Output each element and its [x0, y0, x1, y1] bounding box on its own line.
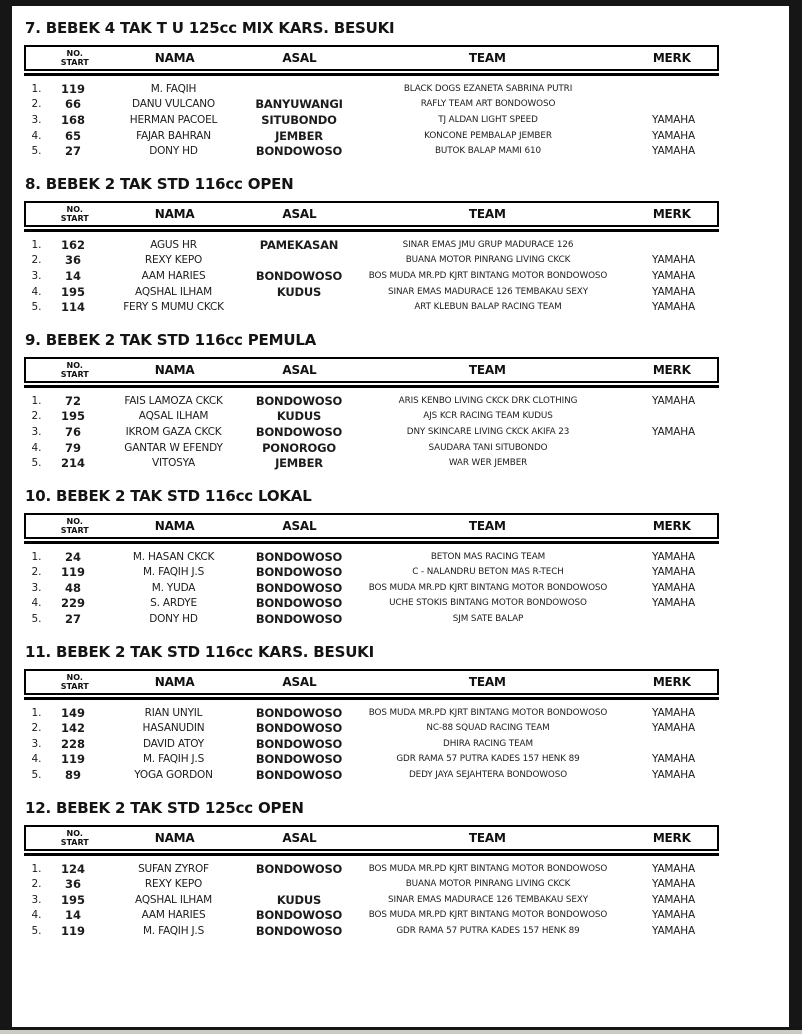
cell-team: BOS MUDA MR.PD KJRT BINTANG MOTOR BONDOWOSO [368, 582, 608, 593]
cell-start-number: 36 [64, 253, 81, 268]
table-row [24, 565, 719, 581]
cell-asal: BONDOWOSO [255, 924, 343, 939]
cell-start-number: 27 [64, 612, 81, 627]
cell-team: DEDY JAYA SEJAHTERA BONDOWOSO [408, 770, 568, 781]
cell-team: BOS MUDA MR.PD KJRT BINTANG MOTOR BONDOWOSO [368, 863, 608, 874]
table-row [24, 767, 719, 783]
no-start-line2: START [60, 369, 89, 379]
cell-nama: REXY KEPO [144, 878, 203, 891]
cell-rownum: 2. [31, 98, 42, 111]
table-row [24, 81, 719, 97]
cell-nama: REXY KEPO [144, 254, 203, 267]
table-header [24, 45, 719, 71]
table-row [24, 143, 719, 159]
cell-team: BOS MUDA MR.PD KJRT BINTANG MOTOR BONDOWOSO [368, 707, 608, 718]
cell-merk: YAMAHA [652, 878, 695, 891]
no-start-line1: NO. [66, 49, 83, 58]
cell-nama: M. FAQIH J.S [142, 925, 205, 938]
cell-nama: YOGA GORDON [134, 769, 213, 782]
cell-nama: DAVID ATOY [142, 737, 204, 750]
cell-asal: SITUBONDO [261, 112, 337, 127]
cell-asal: BONDOWOSO [255, 596, 343, 611]
cell-rownum: 1. [31, 550, 42, 563]
race-class-section [24, 331, 719, 471]
cell-merk: YAMAHA [652, 285, 695, 298]
section-title: 8. BEBEK 2 TAK STD 116cc OPEN [25, 174, 294, 193]
cell-nama: DONY HD [149, 613, 198, 626]
cell-merk: YAMAHA [652, 566, 695, 579]
cell-rownum: 5. [31, 769, 42, 782]
column-header-no-start [51, 827, 99, 849]
cell-merk: YAMAHA [652, 550, 695, 563]
column-header-rownum [26, 671, 51, 693]
cell-rownum: 5. [31, 925, 42, 938]
table-row [24, 720, 719, 736]
table-row [24, 923, 719, 939]
cell-merk: YAMAHA [652, 425, 695, 438]
cell-asal: BONDOWOSO [255, 424, 343, 439]
table-row [24, 549, 719, 565]
cell-nama: FERY S MUMU CKCK [123, 301, 224, 314]
cell-nama: AQSHAL ILHAM [135, 893, 212, 906]
section-title: 7. BEBEK 4 TAK T U 125cc MIX KARS. BESUKI [25, 19, 395, 37]
no-start-line2: START [60, 213, 89, 223]
cell-team: SAUDARA TANI SITUBONDO [428, 442, 548, 453]
cell-start-number: 48 [64, 580, 81, 595]
cell-merk: YAMAHA [652, 706, 695, 719]
cell-merk: YAMAHA [652, 254, 695, 267]
cell-merk: YAMAHA [652, 581, 695, 594]
cell-team: ART KLEBUN BALAP RACING TEAM [414, 302, 562, 313]
column-header-nama: NAMA [154, 518, 195, 533]
cell-rownum: 3. [31, 269, 42, 282]
cell-nama: GANTAR W EFENDY [124, 441, 223, 454]
cell-nama: AGUS HR [150, 238, 197, 251]
table-row [24, 424, 719, 440]
column-header-team: TEAM [468, 674, 506, 689]
document-page [12, 6, 789, 1027]
column-header-team: TEAM [468, 518, 506, 533]
cell-merk: YAMAHA [652, 597, 695, 610]
cell-team: GDR RAMA 57 PUTRA KADES 157 HENK 89 [396, 754, 580, 765]
cell-start-number: 229 [60, 596, 85, 611]
table-row [24, 580, 719, 596]
cell-nama: RIAN UNYIL [144, 706, 203, 719]
table-row [24, 705, 719, 721]
cell-asal: JEMBER [275, 128, 323, 143]
cell-team: SINAR EMAS MADURACE 126 TEMBAKAU SEXY [387, 894, 589, 905]
cell-rownum: 1. [31, 82, 42, 95]
cell-start-number: 79 [64, 440, 81, 455]
cell-rownum: 5. [31, 613, 42, 626]
cell-rownum: 5. [31, 457, 42, 470]
cell-asal: BONDOWOSO [255, 580, 343, 595]
cell-start-number: 89 [64, 768, 81, 783]
column-header-no-start [51, 359, 99, 381]
cell-start-number: 14 [64, 268, 81, 283]
table-header [24, 357, 719, 383]
race-class-section [24, 487, 719, 627]
cell-nama: SUFAN ZYROF [138, 862, 209, 875]
cell-rownum: 3. [31, 113, 42, 126]
table-row [24, 861, 719, 877]
page-content [12, 6, 789, 939]
cell-nama: HERMAN PACOEL [129, 113, 218, 126]
column-header-no-start [51, 203, 99, 225]
cell-start-number: 214 [60, 456, 85, 471]
table-row [24, 268, 719, 284]
cell-start-number: 14 [64, 908, 81, 923]
cell-asal: BONDOWOSO [255, 861, 343, 876]
cell-nama: DONY HD [149, 145, 198, 158]
cell-nama: AQSHAL ILHAM [135, 285, 212, 298]
cell-rownum: 5. [31, 145, 42, 158]
column-header-asal: ASAL [282, 830, 317, 845]
cell-rownum: 3. [31, 425, 42, 438]
cell-start-number: 72 [64, 393, 81, 408]
table-header [24, 201, 719, 227]
cell-nama: FAJAR BAHRAN [136, 129, 211, 142]
cell-team: ARIS KENBO LIVING CKCK DRK CLOTHING [398, 395, 578, 406]
cell-nama: M. HASAN CKCK [132, 550, 215, 563]
cell-team: WAR WER JEMBER [448, 458, 528, 469]
cell-team: BUANA MOTOR PINRANG LIVING CKCK [405, 255, 571, 266]
column-header-merk: MERK [652, 674, 691, 689]
column-header-nama: NAMA [154, 674, 195, 689]
table-row [24, 97, 719, 113]
cell-start-number: 168 [60, 112, 85, 127]
cell-start-number: 119 [60, 752, 85, 767]
cell-merk: YAMAHA [652, 862, 695, 875]
cell-team: RAFLY TEAM ART BONDOWOSO [420, 99, 556, 110]
cell-asal: PONOROGO [262, 440, 336, 455]
column-header-merk: MERK [652, 362, 691, 377]
cell-asal: JEMBER [275, 456, 323, 471]
cell-team: BLACK DOGS EZANETA SABRINA PUTRI [403, 83, 573, 94]
cell-rownum: 1. [31, 862, 42, 875]
table-row [24, 752, 719, 768]
no-start-line1: NO. [66, 828, 83, 838]
cell-asal: KUDUS [276, 284, 322, 299]
cell-merk: YAMAHA [652, 925, 695, 938]
column-header-rownum [26, 47, 51, 69]
column-header-nama: NAMA [154, 206, 195, 221]
race-class-section [24, 643, 719, 783]
cell-start-number: 119 [60, 81, 85, 96]
table-row [24, 237, 719, 253]
cell-start-number: 119 [60, 924, 85, 939]
section-title: 10. BEBEK 2 TAK STD 116cc LOKAL [25, 486, 312, 505]
cell-asal: BONDOWOSO [255, 721, 343, 736]
cell-merk: YAMAHA [652, 129, 695, 142]
cell-team: SINAR EMAS JMU GRUP MADURACE 126 [402, 239, 574, 250]
cell-nama: AAM HARIES [141, 909, 206, 922]
cell-asal: KUDUS [276, 892, 322, 907]
table-rows [24, 232, 719, 315]
column-header-nama: NAMA [154, 51, 195, 65]
cell-merk: YAMAHA [652, 113, 695, 126]
cell-rownum: 3. [31, 737, 42, 750]
race-class-section [24, 19, 719, 159]
cell-nama: VITOSYA [151, 457, 195, 470]
table-rows [24, 700, 719, 783]
no-start-line1: NO. [66, 672, 83, 682]
column-header-rownum [26, 203, 51, 225]
cell-rownum: 4. [31, 597, 42, 610]
cell-merk: YAMAHA [652, 269, 695, 282]
table-header [24, 513, 719, 539]
cell-merk: YAMAHA [652, 909, 695, 922]
column-header-team: TEAM [468, 362, 506, 377]
cell-start-number: 114 [60, 300, 85, 315]
cell-team: NC-88 SQUAD RACING TEAM [426, 723, 550, 734]
table-row [24, 409, 719, 425]
cell-rownum: 4. [31, 909, 42, 922]
cell-merk: YAMAHA [652, 722, 695, 735]
cell-rownum: 2. [31, 410, 42, 423]
cell-team: GDR RAMA 57 PUTRA KADES 157 HENK 89 [396, 926, 580, 937]
cell-merk: YAMAHA [652, 301, 695, 314]
cell-start-number: 195 [60, 892, 85, 907]
cell-asal: BANYUWANGI [255, 97, 343, 112]
no-start-line2: START [60, 58, 89, 67]
cell-rownum: 4. [31, 753, 42, 766]
cell-asal: BONDOWOSO [255, 549, 343, 564]
table-row [24, 908, 719, 924]
cell-asal: BONDOWOSO [255, 768, 343, 783]
cell-team: BOS MUDA MR.PD KJRT BINTANG MOTOR BONDOWOSO [368, 910, 608, 921]
no-start-line2: START [60, 525, 89, 535]
section-title: 9. BEBEK 2 TAK STD 116cc PEMULA [25, 330, 317, 349]
table-rows [24, 544, 719, 627]
cell-team: C - NALANDRU BETON MAS R-TECH [412, 567, 564, 578]
column-header-asal: ASAL [282, 674, 317, 689]
cell-nama: M. FAQIH J.S [142, 566, 205, 579]
cell-asal: BONDOWOSO [255, 705, 343, 720]
cell-start-number: 65 [64, 128, 81, 143]
cell-team: DNY SKINCARE LIVING CKCK AKIFA 23 [406, 426, 570, 437]
cell-team: BETON MAS RACING TEAM [430, 551, 546, 562]
cell-rownum: 2. [31, 722, 42, 735]
column-header-team: TEAM [468, 830, 506, 845]
cell-asal: PAMEKASAN [259, 237, 339, 252]
table-row [24, 440, 719, 456]
table-header [24, 669, 719, 695]
cell-start-number: 119 [60, 565, 85, 580]
table-row [24, 112, 719, 128]
cell-rownum: 2. [31, 254, 42, 267]
cell-start-number: 66 [64, 97, 81, 112]
column-header-rownum [26, 515, 51, 537]
column-header-no-start [51, 47, 99, 69]
cell-rownum: 2. [31, 878, 42, 891]
cell-rownum: 2. [31, 566, 42, 579]
column-header-team: TEAM [468, 51, 506, 65]
cell-start-number: 124 [60, 861, 85, 876]
column-header-no-start [51, 515, 99, 537]
column-header-merk: MERK [652, 51, 691, 65]
table-rows [24, 856, 719, 939]
column-header-nama: NAMA [154, 362, 195, 377]
cell-nama: AQSAL ILHAM [138, 410, 209, 423]
cell-nama: M. FAQIH [150, 82, 197, 95]
table-row [24, 455, 719, 471]
cell-team: DHIRA RACING TEAM [443, 738, 533, 749]
cell-rownum: 1. [31, 394, 42, 407]
cell-asal: BONDOWOSO [255, 565, 343, 580]
cell-start-number: 195 [60, 409, 85, 424]
table-row [24, 128, 719, 144]
column-header-merk: MERK [652, 206, 691, 221]
table-row [24, 393, 719, 409]
table-row [24, 892, 719, 908]
table-row [24, 596, 719, 612]
cell-asal: BONDOWOSO [255, 736, 343, 751]
cell-rownum: 3. [31, 893, 42, 906]
cell-merk: YAMAHA [652, 753, 695, 766]
cell-nama: S. ARDYE [150, 597, 197, 610]
cell-start-number: 149 [60, 705, 85, 720]
table-rows [24, 388, 719, 471]
cell-team: BUANA MOTOR PINRANG LIVING CKCK [405, 879, 571, 890]
cell-team: SINAR EMAS MADURACE 126 TEMBAKAU SEXY [387, 286, 589, 297]
cell-nama: M. FAQIH J.S [142, 753, 205, 766]
table-row [24, 736, 719, 752]
column-header-asal: ASAL [282, 206, 317, 221]
cell-start-number: 36 [64, 877, 81, 892]
no-start-line2: START [60, 837, 89, 847]
column-header-merk: MERK [652, 830, 691, 845]
cell-nama: DANU VULCANO [132, 98, 215, 111]
cell-rownum: 4. [31, 285, 42, 298]
cell-rownum: 4. [31, 441, 42, 454]
cell-merk: YAMAHA [652, 893, 695, 906]
cell-nama: HASANUDIN [142, 722, 205, 735]
cell-nama: IKROM GAZA CKCK [125, 425, 222, 438]
cell-team: BUTOK BALAP MAMI 610 [435, 146, 541, 157]
no-start-line1: NO. [66, 360, 83, 370]
race-class-section [24, 175, 719, 315]
cell-nama: M. YUDA [151, 581, 196, 594]
no-start-line1: NO. [66, 516, 83, 526]
cell-rownum: 1. [31, 238, 42, 251]
cell-start-number: 228 [60, 736, 85, 751]
cell-merk: YAMAHA [652, 769, 695, 782]
table-row [24, 253, 719, 269]
cell-start-number: 195 [60, 284, 85, 299]
cell-nama: AAM HARIES [141, 269, 206, 282]
cell-rownum: 4. [31, 129, 42, 142]
cell-rownum: 5. [31, 301, 42, 314]
table-row [24, 299, 719, 315]
no-start-line1: NO. [66, 204, 83, 214]
column-header-asal: ASAL [282, 518, 317, 533]
cell-team: KONCONE PEMBALAP JEMBER [424, 130, 552, 141]
cell-team: UCHE STOKIS BINTANG MOTOR BONDOWOSO [389, 598, 587, 609]
column-header-asal: ASAL [282, 362, 317, 377]
column-header-rownum [26, 359, 51, 381]
cell-asal: BONDOWOSO [255, 393, 343, 408]
no-start-line2: START [60, 681, 89, 691]
table-rows [24, 76, 719, 159]
column-header-rownum [26, 827, 51, 849]
cell-team: AJS KCR RACING TEAM KUDUS [423, 411, 553, 422]
cell-start-number: 76 [64, 424, 81, 439]
cell-start-number: 27 [64, 144, 81, 159]
table-row [24, 876, 719, 892]
section-title: 11. BEBEK 2 TAK STD 116cc KARS. BESUKI [25, 642, 374, 661]
cell-start-number: 24 [64, 549, 81, 564]
cell-asal: BONDOWOSO [255, 908, 343, 923]
cell-rownum: 3. [31, 581, 42, 594]
column-header-merk: MERK [652, 518, 691, 533]
table-row [24, 284, 719, 300]
section-title: 12. BEBEK 2 TAK STD 125cc OPEN [25, 798, 304, 817]
race-class-section [24, 799, 719, 939]
table-row [24, 611, 719, 627]
column-header-asal: ASAL [282, 51, 317, 65]
column-header-nama: NAMA [154, 830, 195, 845]
cell-rownum: 1. [31, 706, 42, 719]
cell-team: BOS MUDA MR.PD KJRT BINTANG MOTOR BONDOWOSO [368, 270, 608, 281]
cell-merk: YAMAHA [652, 394, 695, 407]
table-header [24, 825, 719, 851]
column-header-team: TEAM [468, 206, 506, 221]
cell-merk: YAMAHA [652, 145, 695, 158]
cell-asal: KUDUS [276, 409, 322, 424]
cell-asal: BONDOWOSO [255, 268, 343, 283]
page-edge-shadow [0, 1030, 802, 1034]
cell-team: TJ ALDAN LIGHT SPEED [438, 114, 538, 125]
cell-start-number: 162 [60, 237, 85, 252]
column-header-no-start [51, 671, 99, 693]
cell-nama: FAIS LAMOZA CKCK [124, 394, 223, 407]
cell-start-number: 142 [60, 721, 85, 736]
cell-asal: BONDOWOSO [255, 144, 343, 159]
cell-asal: BONDOWOSO [255, 752, 343, 767]
cell-asal: BONDOWOSO [255, 612, 343, 627]
cell-team: SJM SATE BALAP [452, 614, 524, 625]
